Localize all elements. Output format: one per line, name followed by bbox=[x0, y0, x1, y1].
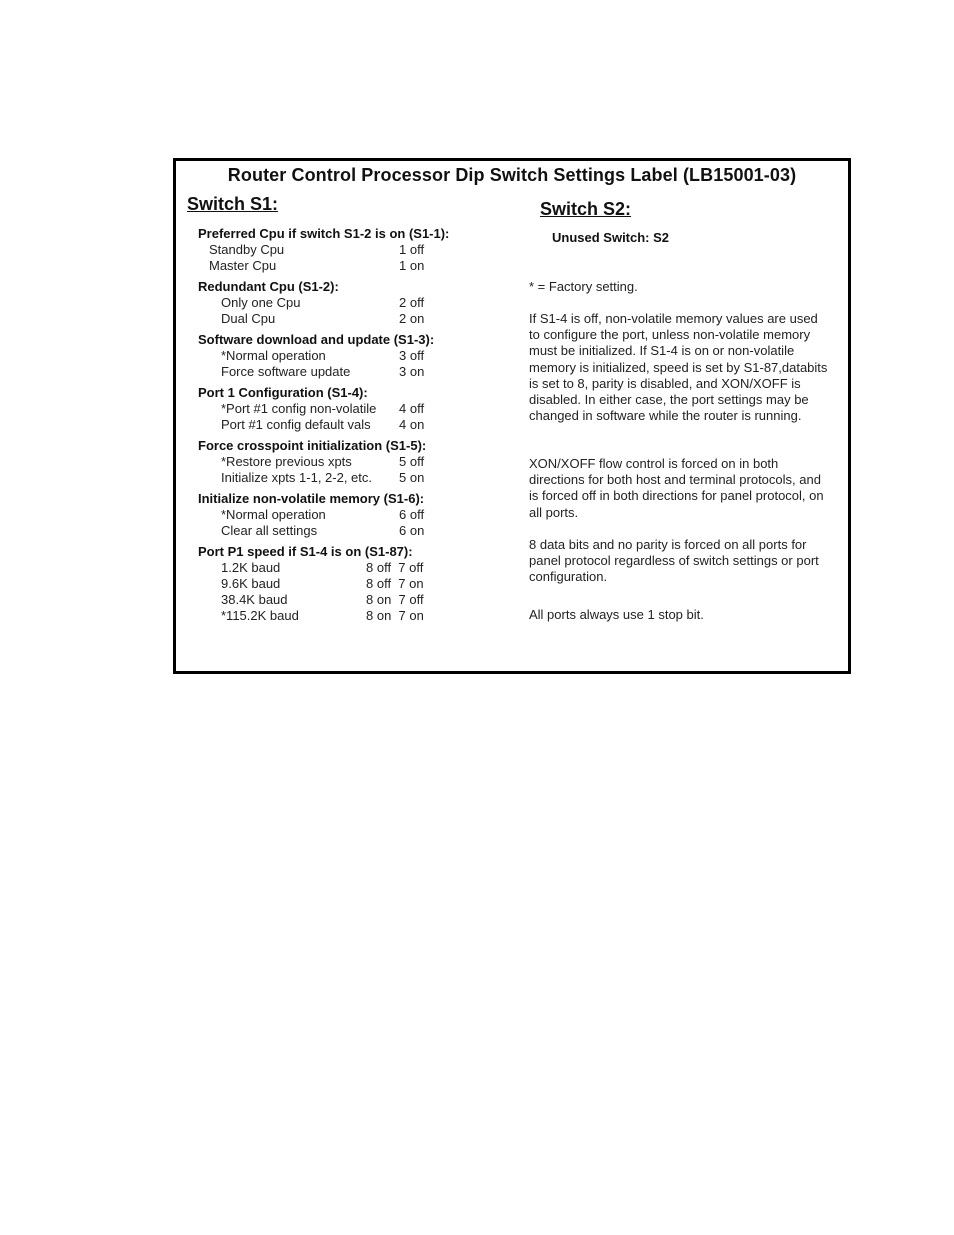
setting-row bbox=[198, 470, 518, 486]
group-title: Force crosspoint initialization (S1-5): bbox=[198, 438, 427, 453]
setting-row bbox=[198, 401, 518, 417]
setting-row bbox=[198, 242, 518, 258]
setting-row bbox=[198, 608, 518, 624]
setting-group-s1-5 bbox=[198, 437, 518, 486]
setting-value: 5 off bbox=[399, 454, 425, 469]
setting-name: *115.2K baud bbox=[221, 608, 299, 623]
setting-row bbox=[198, 364, 518, 380]
setting-name: Port #1 config default vals bbox=[221, 417, 371, 432]
setting-name: Only one Cpu bbox=[221, 295, 301, 310]
setting-name: *Normal operation bbox=[221, 507, 326, 522]
dip-switch-label bbox=[173, 158, 851, 674]
setting-row bbox=[198, 523, 518, 539]
setting-group-s1-3 bbox=[198, 331, 518, 380]
group-title: Initialize non-volatile memory (S1-6): bbox=[198, 491, 425, 506]
setting-group-s1-87 bbox=[198, 543, 518, 624]
factory-setting-note: * = Factory setting. bbox=[529, 279, 638, 294]
setting-row bbox=[198, 507, 518, 523]
xonxoff-paragraph: XON/XOFF flow control is forced on in both directions for both host and terminal protocols, and is forced off in both directions for panel protocol, on all ports. bbox=[529, 456, 824, 520]
setting-name: Initialize xpts 1-1, 2-2, etc. bbox=[221, 470, 373, 485]
setting-row bbox=[198, 417, 518, 433]
setting-value: 8 on 7 off bbox=[366, 592, 424, 607]
label-title: Router Control Processor Dip Switch Settings Label (LB15001-03) bbox=[227, 165, 797, 185]
setting-name: Dual Cpu bbox=[221, 311, 276, 326]
setting-row bbox=[198, 348, 518, 364]
setting-name: Master Cpu bbox=[209, 258, 277, 273]
stopbit-paragraph: All ports always use 1 stop bit. bbox=[529, 607, 704, 622]
setting-name: 38.4K baud bbox=[221, 592, 288, 607]
group-title: Software download and update (S1-3): bbox=[198, 332, 435, 347]
setting-value: 1 on bbox=[399, 258, 425, 273]
setting-value: 6 off bbox=[399, 507, 425, 522]
setting-value: 4 off bbox=[399, 401, 425, 416]
setting-value: 3 on bbox=[399, 364, 425, 379]
setting-value: 8 off 7 off bbox=[366, 560, 424, 575]
setting-group-s1-4 bbox=[198, 384, 518, 433]
switch-s1-heading: Switch S1: bbox=[187, 194, 279, 214]
setting-row bbox=[198, 295, 518, 311]
setting-value: 1 off bbox=[399, 242, 425, 257]
setting-value: 2 on bbox=[399, 311, 425, 326]
setting-value: 6 on bbox=[399, 523, 425, 538]
switch-s2-heading: Switch S2: bbox=[540, 199, 632, 219]
databits-paragraph: 8 data bits and no parity is forced on all ports for panel protocol regardless of switch settings or port configuration. bbox=[529, 537, 819, 585]
setting-name: Clear all settings bbox=[221, 523, 318, 538]
setting-row bbox=[198, 576, 518, 592]
setting-value: 8 off 7 on bbox=[366, 576, 424, 591]
setting-value: 4 on bbox=[399, 417, 425, 432]
group-title: Redundant Cpu (S1-2): bbox=[198, 279, 339, 294]
setting-name: Standby Cpu bbox=[209, 242, 285, 257]
setting-group-s1-6 bbox=[198, 490, 518, 539]
setting-value: 5 on bbox=[399, 470, 425, 485]
setting-name: *Normal operation bbox=[221, 348, 326, 363]
setting-row bbox=[198, 592, 518, 608]
switch-s1-settings bbox=[198, 225, 518, 628]
setting-name: 1.2K baud bbox=[221, 560, 281, 575]
setting-row bbox=[198, 258, 518, 274]
setting-name: *Restore previous xpts bbox=[221, 454, 352, 469]
group-title: Port P1 speed if S1-4 is on (S1-87): bbox=[198, 544, 413, 559]
setting-row bbox=[198, 560, 518, 576]
setting-row bbox=[198, 454, 518, 470]
setting-name: 9.6K baud bbox=[221, 576, 281, 591]
nonvolatile-paragraph: If S1-4 is off, non-volatile memory values are used to configure the port, unless non-volatile memory must be initialized. If S1-4 is on or non-volatile memory is initialized, speed is set by S1-87,databits is set to 8, parity is disabled, and XON/XOFF is disabled. In either case, the port settings may be changed in software while the router is running. bbox=[529, 311, 828, 424]
setting-group-s1-1 bbox=[198, 225, 518, 274]
group-title: Port 1 Configuration (S1-4): bbox=[198, 385, 368, 400]
unused-switch-note: Unused Switch: S2 bbox=[552, 230, 670, 245]
setting-value: 2 off bbox=[399, 295, 425, 310]
setting-value: 8 on 7 on bbox=[366, 608, 424, 623]
setting-value: 3 off bbox=[399, 348, 425, 363]
setting-row bbox=[198, 311, 518, 327]
setting-name: *Port #1 config non-volatile bbox=[221, 401, 377, 416]
group-title: Preferred Cpu if switch S1-2 is on (S1-1): bbox=[198, 226, 450, 241]
setting-name: Force software update bbox=[221, 364, 351, 379]
setting-group-s1-2 bbox=[198, 278, 518, 327]
